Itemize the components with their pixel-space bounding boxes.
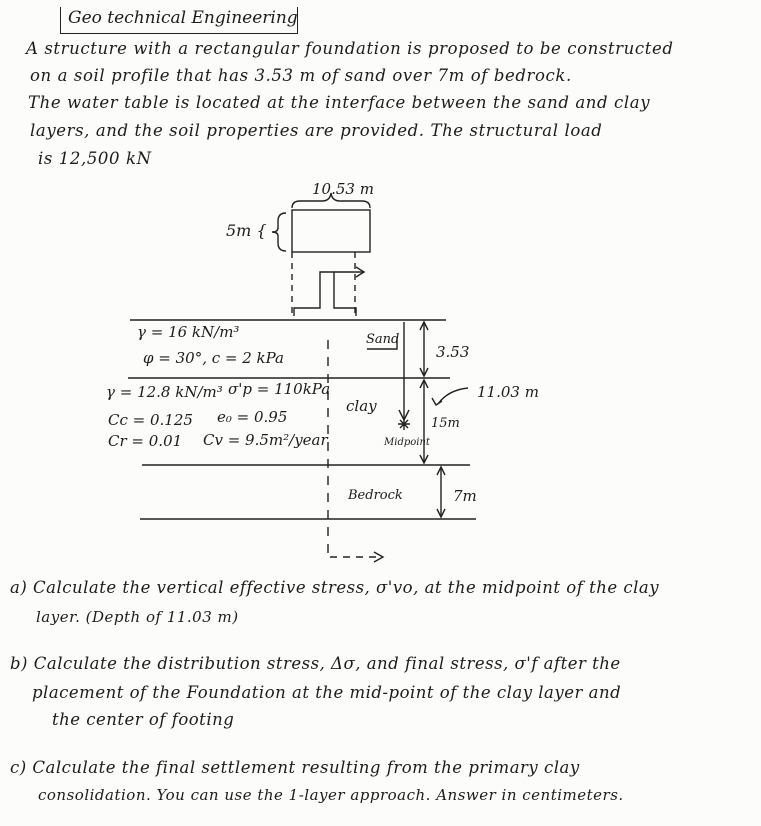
- recompression-index: Cr = 0.01: [108, 432, 183, 450]
- page-title: Geo technical Engineering: [68, 8, 298, 28]
- depth-label-pointer: [438, 388, 468, 404]
- problem-line-1: A structure with a rectangular foundation is proposed to be constructed: [26, 39, 674, 58]
- problem-line-4: layers, and the soil properties are provided. The structural load: [30, 121, 603, 140]
- question-b-line-2: placement of the Foundation at the mid-point of the clay layer and: [32, 683, 622, 702]
- load-arrow-head: [356, 267, 364, 277]
- centerline-arrow-head: [374, 552, 383, 562]
- bedrock-thickness-label: 7m: [453, 487, 477, 505]
- clay-layer-label: clay: [346, 397, 377, 415]
- footing-outline: [294, 272, 356, 316]
- clay-thickness-arrow-heads: [420, 380, 428, 463]
- question-b-line-3: the center of footing: [52, 710, 235, 729]
- bedrock-layer-label: Bedrock: [348, 488, 403, 503]
- problem-line-2: on a soil profile that has 3.53 m of sand over 7m of bedrock.: [30, 66, 572, 85]
- clay-thickness-label: 15m: [431, 416, 460, 431]
- sand-thickness-label: 3.53: [436, 343, 470, 361]
- depth-label-pointer-head: [432, 398, 442, 405]
- height-brace: [272, 213, 286, 251]
- midpoint-label: Midpoint: [384, 437, 430, 448]
- midpoint-depth-label: 11.03 m: [477, 383, 539, 401]
- midpoint-star: [398, 418, 410, 430]
- consolidation-coefficient: Cv = 9.5m²/year: [203, 431, 328, 449]
- width-label: 10.53 m: [312, 180, 374, 198]
- sand-thickness-arrow-heads: [420, 322, 428, 376]
- question-a-line-1: a) Calculate the vertical effective stress, σ'vo, at the midpoint of the clay: [10, 578, 660, 597]
- sand-unit-weight: γ = 16 kN/m³: [137, 323, 240, 341]
- question-b-line-1: b) Calculate the distribution stress, Δσ, and final stress, σ'f after the: [10, 654, 621, 673]
- clay-preconsolidation-stress: σ'p = 110kPa: [228, 380, 331, 398]
- building-outline: [292, 210, 370, 252]
- compression-index: Cc = 0.125: [108, 411, 193, 429]
- initial-void-ratio: e₀ = 0.95: [217, 408, 288, 426]
- sand-layer-label: Sand: [366, 332, 400, 347]
- bedrock-thickness-arrow-heads: [437, 467, 445, 517]
- depth-arrow-head: [399, 410, 409, 420]
- height-label: 5m {: [226, 221, 267, 240]
- question-c-line-2: consolidation. You can use the 1-layer approach. Answer in centimeters.: [38, 786, 624, 804]
- clay-unit-weight: γ = 12.8 kN/m³: [106, 383, 223, 401]
- problem-line-5: is 12,500 kN: [38, 149, 152, 168]
- problem-line-3: The water table is located at the interface between the sand and clay: [28, 93, 651, 112]
- sand-friction-cohesion: φ = 30°, c = 2 kPa: [143, 349, 284, 367]
- question-a-line-2: layer. (Depth of 11.03 m): [36, 608, 239, 626]
- question-c-line-1: c) Calculate the final settlement resulting from the primary clay: [10, 758, 580, 777]
